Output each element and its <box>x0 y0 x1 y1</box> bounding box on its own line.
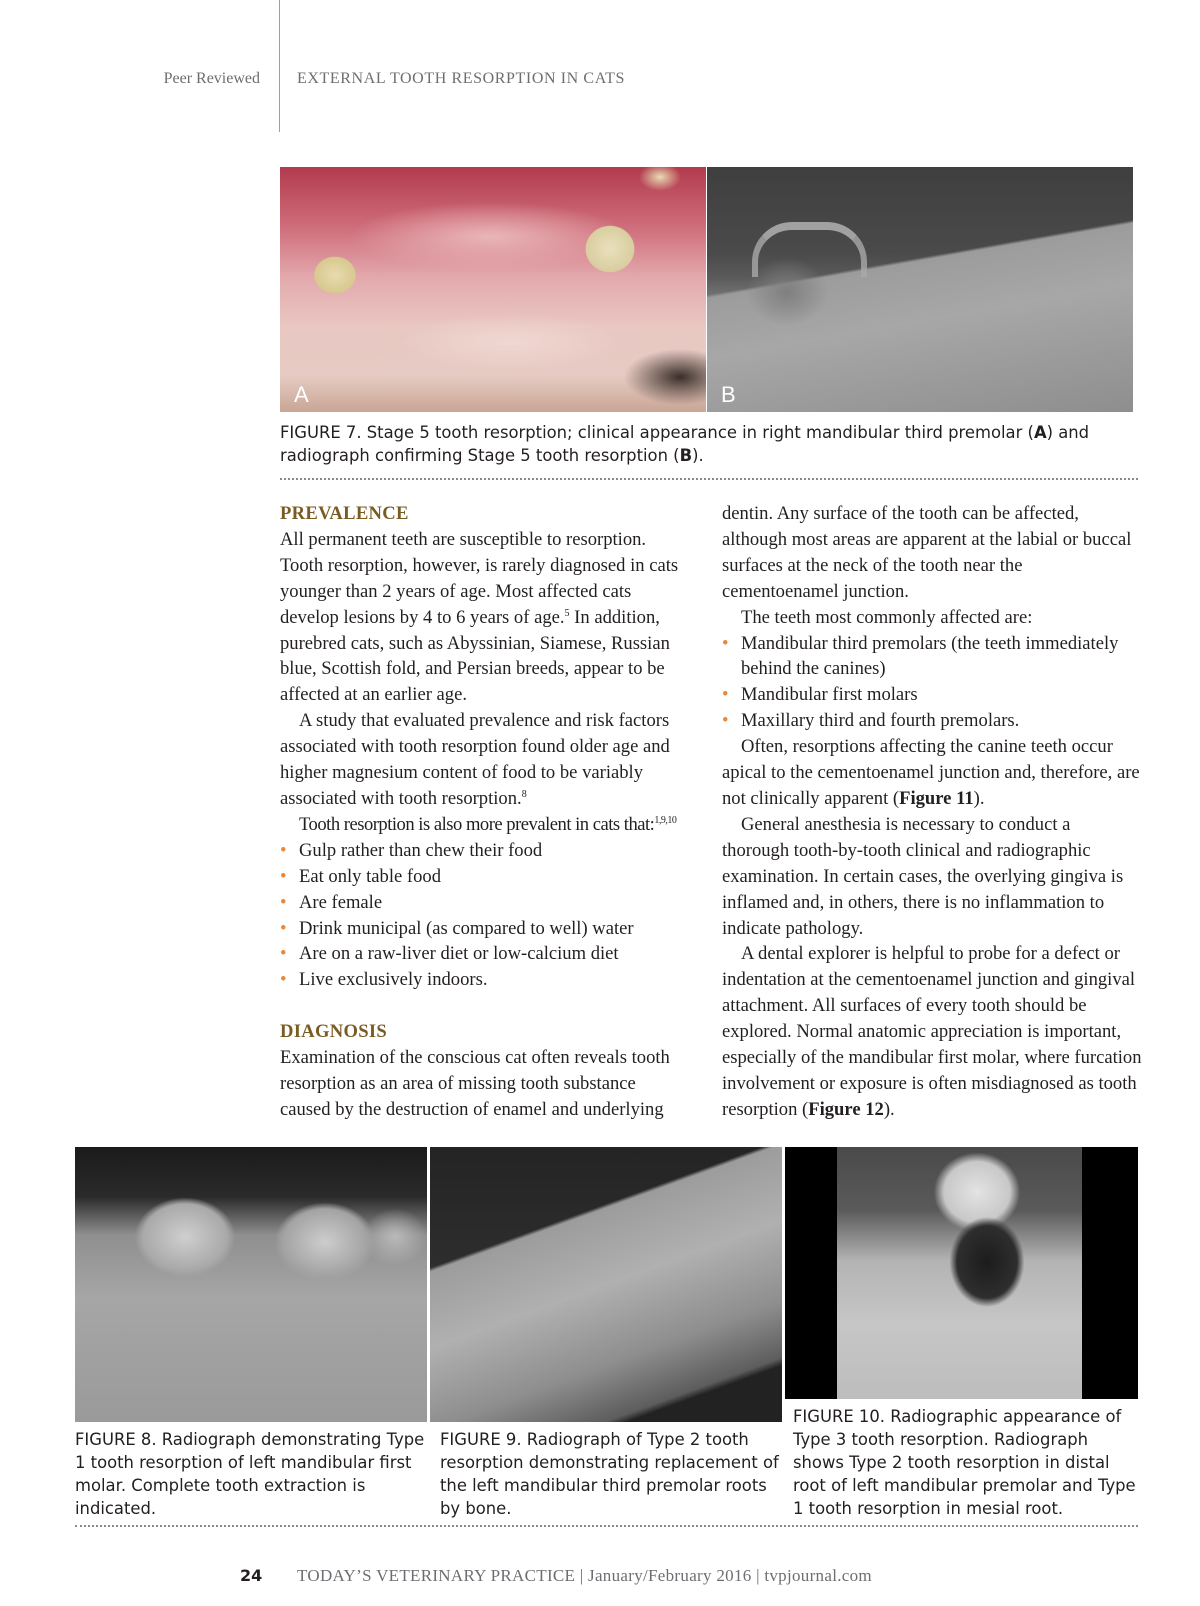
bullet-icon: • <box>280 969 287 991</box>
caption-bold-b: B <box>679 446 693 465</box>
list-item-text: Gulp rather than chew their food <box>299 839 543 861</box>
paragraph <box>722 734 1142 812</box>
prevalence-heading: PREVALENCE <box>280 503 409 524</box>
caption-bold-a: A <box>1033 423 1047 442</box>
figure-8-caption: FIGURE 8. Radiograph demonstrating Type 1 tooth resorption of left mandibular first molar. Complete tooth extraction is indicated. <box>75 1430 425 1518</box>
list-item-text: Drink municipal (as compared to well) water <box>299 917 634 939</box>
caption-text: ) and radiograph confirming Stage 5 tooth resorption ( <box>280 423 1090 465</box>
right-column <box>722 501 1142 1123</box>
paragraph: dentin. Any surface of the tooth can be affected, although most areas are apparent at the labial or buccal surfaces at the neck of the tooth near the cementoenamel junction. <box>722 503 1132 602</box>
list-item <box>722 708 1142 734</box>
list-item-text: Eat only table food <box>299 865 441 887</box>
risk-factor-list <box>280 838 690 993</box>
bullet-icon: • <box>280 839 287 861</box>
spacer <box>280 993 690 1019</box>
figure-7-caption <box>280 421 1140 467</box>
paragraph-text: Tooth resorption is also more prevalent in cats that: <box>299 813 655 835</box>
figure-9-radiograph <box>430 1147 782 1422</box>
paragraph <box>280 812 690 838</box>
figure-7-photo-a <box>280 167 706 412</box>
list-item-text: Are on a raw-liver diet or low-calcium diet <box>299 943 619 965</box>
bullet-icon: • <box>722 632 729 654</box>
list-item-text: Mandibular third premolars (the teeth immediately behind the canines) <box>741 632 1119 680</box>
bullet-icon: • <box>280 891 287 913</box>
peer-reviewed-label: Peer Reviewed <box>163 70 260 87</box>
figure-8-radiograph <box>75 1147 427 1422</box>
citation: 1,9,10 <box>654 814 677 826</box>
bullet-icon: • <box>280 917 287 939</box>
bullet-icon: • <box>722 684 729 706</box>
bullet-icon: • <box>280 943 287 965</box>
article-title: EXTERNAL TOOTH RESORPTION IN CATS <box>297 70 625 87</box>
header-divider <box>279 0 280 132</box>
paragraph <box>722 941 1142 1122</box>
panel-label-a: A <box>294 382 309 407</box>
paragraph-text: A study that evaluated prevalence and risk factors associated with tooth resorption found older age and higher magnesium content of food to be variably associated with tooth resorption. <box>280 710 670 809</box>
page-number: 24 <box>240 1566 263 1585</box>
paragraph-text: ). <box>973 787 985 809</box>
citation: 8 <box>521 788 527 800</box>
list-item <box>280 838 690 864</box>
figure-7-radiograph-b <box>707 167 1133 412</box>
caption-text: FIGURE 7. Stage 5 tooth resorption; clinical appearance in right mandibular third premolar ( <box>280 423 1034 442</box>
list-item <box>280 890 690 916</box>
list-item <box>280 941 690 967</box>
list-item-text: Are female <box>299 891 383 913</box>
paragraph-text: In addition, purebred cats, such as Abyssinian, Siamese, Russian blue, Scottish fold, and Persian breeds, appear to be affected at an earlier age. <box>280 606 670 706</box>
list-item <box>280 916 690 942</box>
list-item <box>280 967 690 993</box>
tooth-crown-shape <box>752 222 867 277</box>
list-item-text: Live exclusively indoors. <box>299 969 488 991</box>
dotted-divider <box>75 1525 1138 1527</box>
citation: 5 <box>564 607 570 619</box>
figure-reference: Figure 11 <box>899 787 974 809</box>
left-column <box>280 501 690 1123</box>
radiograph-image <box>837 1147 1082 1399</box>
figure-reference: Figure 12 <box>808 1098 884 1120</box>
figure-10-radiograph <box>785 1147 1138 1399</box>
paragraph-text: All permanent teeth are susceptible to resorption. Tooth resorption, however, is rarely diagnosed in cats younger than 2 years of age. Most affected cats develop lesions by 4 to 6 years of age. <box>280 528 679 628</box>
bullet-icon: • <box>722 710 729 732</box>
list-item <box>722 631 1142 683</box>
paragraph-text: A dental explorer is helpful to probe for a defect or indentation at the cementoenamel junction and gingival attachment. All surfaces of every tooth should be explored. Normal anatomic appreciation is important, especially of the mandibular first molar, where furcation involvement or exposure is often misdiagnosed as tooth resorption ( <box>722 943 1142 1120</box>
caption-text: ). <box>692 446 704 465</box>
dotted-divider <box>280 478 1138 480</box>
paragraph <box>280 708 690 812</box>
figure-10-caption: FIGURE 10. Radiographic appearance of Type 3 tooth resorption. Radiograph shows Type 2 tooth resorption in distal root of left mandibular premolar and Type 1 tooth resorption in mesial root. <box>793 1407 1136 1518</box>
paragraph: General anesthesia is necessary to conduct a thorough tooth-by-tooth clinical and radiographic examination. In certain cases, the overlying gingiva is inflamed and, in others, there is no inflammation to indicate pathology. <box>722 813 1124 939</box>
paragraph: The teeth most commonly affected are: <box>741 606 1033 628</box>
list-item <box>722 682 1142 708</box>
diagnosis-heading: DIAGNOSIS <box>280 1021 388 1043</box>
journal-info: TODAY’S VETERINARY PRACTICE | January/February 2016 | tvpjournal.com <box>297 1566 872 1585</box>
bullet-icon: • <box>280 865 287 887</box>
paragraph-text: ). <box>883 1098 895 1120</box>
paragraph-text: Often, resorptions affecting the canine teeth occur apical to the cementoenamel junction and, therefore, are not clinically apparent ( <box>722 736 1140 809</box>
running-header <box>0 70 1200 94</box>
list-item-text: Maxillary third and fourth premolars. <box>741 710 1020 732</box>
paragraph: Examination of the conscious cat often reveals tooth resorption as an area of missing tooth substance caused by the destruction of enamel and underlying <box>280 1047 670 1120</box>
list-item <box>280 864 690 890</box>
list-item-text: Mandibular first molars <box>741 684 918 706</box>
paragraph <box>280 527 690 708</box>
figure-9-caption: FIGURE 9. Radiograph of Type 2 tooth resorption demonstrating replacement of the left mandibular third premolar roots by bone. <box>440 1430 779 1518</box>
page-footer <box>0 1566 1200 1590</box>
panel-label-b: B <box>721 382 736 407</box>
affected-teeth-list <box>722 631 1142 735</box>
